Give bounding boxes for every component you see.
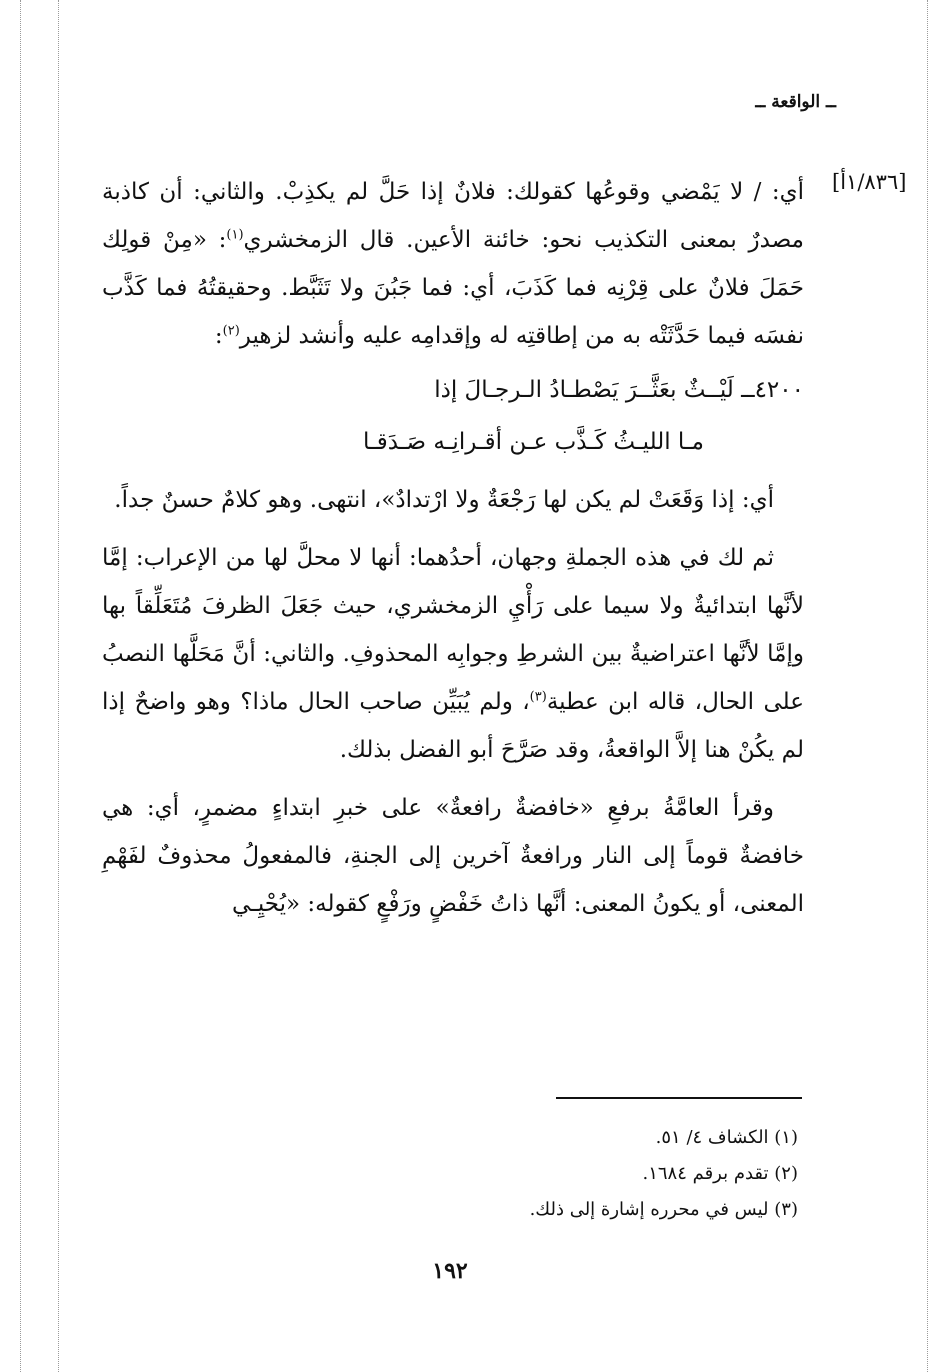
footnote-ref-3[interactable]: (٣) bbox=[529, 689, 547, 705]
verse-hemistich-2: مـا الليـثُ كَـذَّب عـن أقـرانِـه صَـدَقـا bbox=[362, 429, 704, 455]
paragraph-3: ثم لك في هذه الجملةِ وجهان، أحدُهما: أنها لا محلَّ لها من الإعراب: إمَّا لأنَّها ابتدائيةٌ ولا سيما على رَأْيِ الزمخشري، حيث جَعَلَ الظرفَ مُتَعَلِّقاً بها وإمَّا لأنَّها اعتراضيةٌ بين الشرطِ وجوابِه المحذوفِ. والثاني: أنَّ مَحَلَّها النصبُ على الحال، قاله ابن عطية$^{(٣)}$، ولم يُبَيِّن صاحب الحال ماذا؟ وهو واضحٌ إذا لم يكُنْ هنا إلاَّ الواقعةُ، وقد صَرَّحَ أبو الفضل بذلك. bbox=[102, 545, 804, 763]
footnote-ref-1[interactable]: (١) bbox=[226, 227, 244, 243]
paragraph-4: وقرأ العامَّةُ برفعِ «خافضةٌ رافعةٌ» على خبرِ ابتداءٍ مضمرٍ، أي: هي خافضةٌ قوماً إلى النار ورافعةٌ آخرين إلى الجنةِ، فالمفعولُ محذوفٌ لفَهْمِ المعنى، أو يكونُ المعنى: أنَّها ذاتُ خَفْضٍ ورَفْعٍ كقوله: «يُحْيِـي bbox=[102, 795, 804, 917]
main-text bbox=[102, 168, 804, 928]
scan-edge-line bbox=[58, 0, 59, 1372]
manuscript-folio-ref: [١/٨٣٦أ] bbox=[832, 170, 907, 194]
footnote-ref-2[interactable]: (٢) bbox=[222, 323, 240, 339]
page-number: ١٩٢ bbox=[432, 1258, 468, 1284]
scan-edge-line bbox=[20, 0, 21, 1372]
footnote-2: (٢) تقدم برقم ١٦٨٤. bbox=[642, 1163, 798, 1184]
verse-hemistich-1: ٤٢٠٠ــ لَيْــثٌ بعَثَّــرَ يَصْطـادُ الـرجـالَ إذا bbox=[434, 377, 804, 403]
poetry-verse bbox=[102, 364, 804, 468]
footnote-separator bbox=[556, 1097, 802, 1099]
running-title: ــ الواقعة ــ bbox=[755, 92, 836, 112]
paragraph-2: أي: إذا وَقَعَتْ لم يكن لها رَجْعَةٌ ولا ارْتدادٌ»، انتهى. وهو كلامٌ حسنٌ جداً. bbox=[114, 487, 774, 513]
footnote-1: (١) الكشاف ٤/ ٥١. bbox=[655, 1127, 798, 1148]
scan-edge-line bbox=[927, 0, 928, 1372]
paragraph-1: أي: / لا يَمْضي وقوعُها كقولك: فلانٌ إذا حَلَّ لم يكذِبْ. والثاني: أن كاذبة مصدرٌ بمعنى التكذيب نحو: خائنة الأعين. قال الزمخشري$^{(١)}$: «مِنْ قولِك حَمَلَ فلانٌ على قِرْنِه فما كَذَبَ، أي: فما جَبُنَ ولا تَثَبَّط. وحقيقتُهُ فما كَذَّب نفسَه فيما حَدَّثَتْه به من إطاقتِه له وإقدامِه عليه وأنشد لزهير$^{(٢)}$: bbox=[102, 179, 804, 349]
footnotes bbox=[400, 1120, 798, 1228]
footnote-3: (٣) ليس في محرره إشارة إلى ذلك. bbox=[529, 1199, 798, 1220]
